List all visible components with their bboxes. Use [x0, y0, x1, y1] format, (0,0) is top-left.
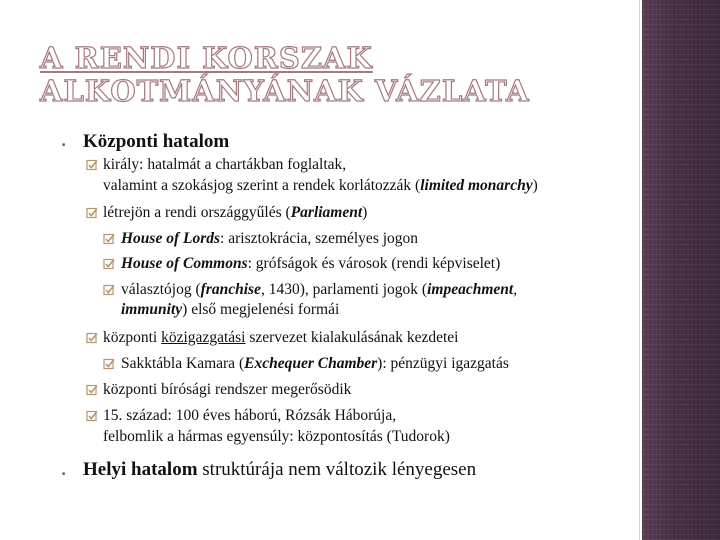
text-run: Tudor	[391, 428, 430, 445]
text-run: választójog (	[121, 281, 201, 298]
text-run: ) első megjelenési formái	[182, 301, 340, 318]
text-run: House of Commons	[121, 255, 248, 272]
checkbox-bullet-icon	[103, 284, 115, 296]
text-run: immunity	[121, 301, 183, 318]
text-run: )	[532, 177, 538, 194]
outline-item	[121, 229, 418, 248]
checkbox-bullet-icon	[86, 384, 98, 396]
text-run: Exchequer Chamber	[244, 355, 378, 372]
text-run: impeachment	[427, 281, 514, 298]
small-square-bullet-icon: ■	[62, 143, 66, 148]
text-run: létrejön a	[103, 204, 165, 221]
outline-item	[103, 203, 367, 222]
text-run: központi	[103, 329, 162, 346]
text-run: Helyi hatalom	[83, 459, 198, 480]
text-run: franchise	[200, 281, 261, 298]
text-run: House of Lords	[121, 230, 221, 247]
section-heading-local-power	[83, 459, 476, 481]
text-run: ): pénzügyi igazgatás	[377, 355, 509, 372]
outline-item-continuation	[103, 427, 450, 446]
text-run: ,	[513, 281, 518, 298]
text-run: bírósági	[161, 381, 212, 398]
text-run: valamint a szokásjog szerint a rendek korlátozzák (	[103, 177, 421, 194]
checkbox-bullet-icon	[103, 358, 115, 370]
outline-item-continuation	[103, 176, 538, 195]
checkbox-bullet-icon	[103, 233, 115, 245]
outline-item	[103, 380, 351, 399]
text-run: 15. század: 100 éves háború, Rózsák Háborúja,	[103, 407, 397, 424]
checkbox-bullet-icon	[86, 207, 98, 219]
text-run: : grófságok és városok (rendi képviselet)	[247, 255, 501, 272]
text-run: központi	[103, 381, 162, 398]
text-run: ok)	[429, 428, 450, 445]
text-run: király	[103, 156, 140, 173]
text-run: struktúrája nem változik lényegesen	[197, 459, 477, 480]
outline-item	[121, 354, 509, 373]
outline-item-continuation	[121, 300, 339, 319]
outline-item	[103, 155, 346, 174]
text-run: , 1430), parlamenti jogok (	[260, 281, 428, 298]
text-run: : arisztokrácia, személyes jogon	[220, 230, 419, 247]
sidebar-divider	[640, 0, 642, 540]
text-run: közigazgatási	[161, 329, 246, 346]
text-run: Parliament	[290, 204, 363, 221]
text-run: )	[362, 204, 368, 221]
checkbox-bullet-icon	[103, 258, 115, 270]
text-run: felbomlik a hármas egyensúly: központosítás (	[103, 428, 392, 445]
text-run: Sakktábla Kamara	[121, 355, 236, 372]
decorative-sidebar	[642, 0, 720, 540]
checkbox-bullet-icon	[86, 332, 98, 344]
title-line-1: A RENDI KORSZAK	[40, 41, 373, 75]
text-run: limited monarchy	[420, 177, 533, 194]
text-run: : hatalmát a chartákban foglaltak,	[139, 156, 347, 173]
text-run: (	[235, 355, 245, 372]
text-run: szervezet kialakulásának kezdetei	[245, 329, 459, 346]
outline-item	[121, 280, 517, 299]
text-run: rendszer megerősödik	[211, 381, 352, 398]
slide-title	[40, 42, 530, 108]
small-square-bullet-icon: ■	[62, 472, 66, 477]
checkbox-bullet-icon	[86, 410, 98, 422]
text-run: rendi országgyűlés	[164, 204, 282, 221]
outline-item	[121, 254, 500, 273]
checkbox-bullet-icon	[86, 159, 98, 171]
section-heading-central-power: Központi hatalom	[83, 131, 230, 152]
outline-item	[103, 328, 459, 347]
title-line-2: ALKOTMÁNYÁNAK VÁZLATA	[40, 74, 530, 108]
text-run: (	[281, 204, 291, 221]
outline-item	[103, 406, 396, 425]
